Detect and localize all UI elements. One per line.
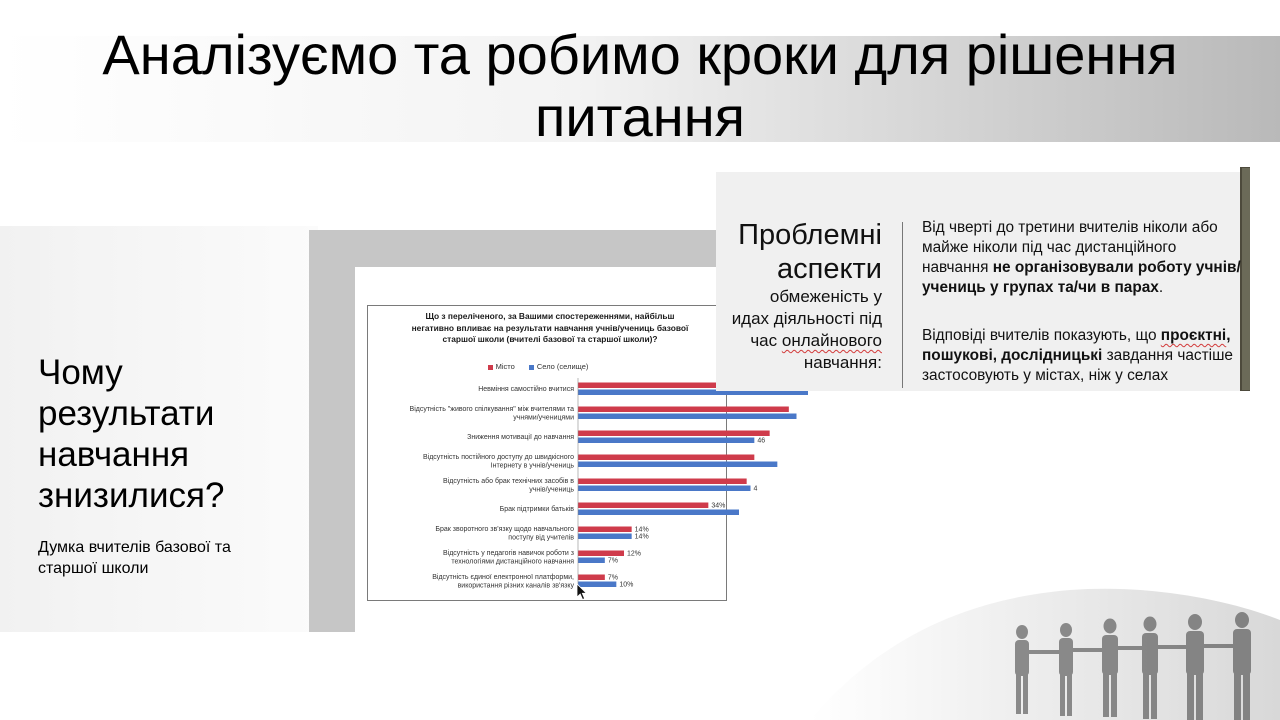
aspects-sub-line-2: идах діяльності під <box>731 309 882 328</box>
data-label: 14% <box>634 526 649 534</box>
bar-village <box>578 414 797 420</box>
bar-village <box>578 534 632 540</box>
data-label: 46 <box>757 437 766 445</box>
mouse-cursor-icon <box>576 583 588 601</box>
bar-village <box>578 438 754 444</box>
data-label: 7% <box>607 557 618 565</box>
category-label: учнів/учениць <box>529 486 574 494</box>
bar-village <box>578 462 777 468</box>
bar-village <box>578 558 605 564</box>
category-label: Брак підтримки батьків <box>499 506 574 513</box>
aspects-p2-b: проєктні <box>1160 327 1227 344</box>
category-label: Відсутність у педагогів навичок роботи з <box>443 549 574 557</box>
category-label: Відсутність "живого спілкування" між вчителями та <box>409 405 574 413</box>
question-subtitle: Думка вчителів базової та старшої школи <box>38 539 231 577</box>
aspects-heading-line-2: аспекти <box>777 253 882 285</box>
category-label: учнями/ученицями <box>513 414 574 422</box>
category-label: Відсутність постійного доступу до швидкісного <box>422 453 574 461</box>
aspects-sub-line-3-b: онлайнового <box>781 331 882 350</box>
bar-city <box>578 503 708 509</box>
bar-city <box>578 575 605 581</box>
bar-city <box>578 431 770 437</box>
question-heading: Чому результати навчання знизилися? <box>38 353 225 515</box>
bar-village <box>578 486 751 492</box>
bar-city <box>578 479 747 485</box>
data-label: 14% <box>634 533 649 541</box>
aspects-sub-line-4: навчання: <box>803 353 882 372</box>
chart-title-line-3: старшої школи (вчителі базової та старшої школи)? <box>442 334 658 344</box>
legend-label-village: Село (селище) <box>536 362 589 371</box>
aspects-p1-b: не організовували роботу учнів/учениць у групах та/чи в парах <box>922 259 1241 296</box>
legend-label-city: Місто <box>495 362 515 371</box>
data-label: 34% <box>711 502 726 510</box>
category-label: Інтернету в учнів/учениць <box>490 462 574 470</box>
category-label: Невміння самостійно вчитися <box>478 386 574 393</box>
bar-city <box>578 455 754 461</box>
aspects-p1-a: Від чверті до третини вчителів ніколи або майже ніколи під час дистанційного навчання <box>922 219 1218 276</box>
data-label: 7% <box>607 574 618 582</box>
chart-title-line-2: негативно впливає на результати навчання учнів/учениць базової <box>411 322 689 333</box>
category-label: Зниження мотивації до навчання <box>467 434 574 441</box>
aspects-p2-a: Відповіді вчителів показують, що <box>922 327 1161 344</box>
data-label: 10% <box>619 581 634 589</box>
aspects-sub-line-3 <box>716 330 882 352</box>
category-label: Брак зворотного зв'язку щодо навчального <box>435 525 574 533</box>
aspects-p2-d: завдання частіше застосовують у містах, ніж у селах <box>922 347 1233 384</box>
aspects-sub-line-3-a: час <box>750 331 782 350</box>
category-label: технологіями дистанційного навчання <box>451 558 574 566</box>
aspects-heading <box>716 218 882 374</box>
bar-city <box>578 551 624 557</box>
category-label: Відсутність єдиної електронної платформи, <box>432 573 574 581</box>
aspects-p1-c: . <box>1158 279 1164 296</box>
aspects-sub-line-1: обмеженість у <box>769 287 882 306</box>
aspects-paragraph-1 <box>922 218 1242 298</box>
data-label: 4 <box>753 485 758 493</box>
bar-city <box>578 407 789 413</box>
aspects-p2-c: , пошукові, дослідницькі <box>922 327 1231 364</box>
chart-title-line-1: Що з переліченого, за Вашими спостереженнями, найбільш <box>425 311 675 321</box>
category-label: використання різних каналів зв'язку <box>457 582 574 590</box>
bar-city <box>578 527 632 533</box>
category-label: Відсутність або брак технічних засобів в <box>443 477 574 485</box>
data-label: 12% <box>627 550 642 558</box>
aspects-panel-edge-inner <box>1242 168 1250 390</box>
aspects-divider <box>902 222 903 388</box>
bar-village <box>578 510 739 516</box>
aspects-paragraph-2 <box>922 326 1242 386</box>
aspects-heading-line-1: Проблемні <box>738 219 882 251</box>
slide-title: Аналізуємо та робимо кроки для рішення питання <box>102 23 1178 148</box>
people-chain-decoration <box>810 560 1280 720</box>
category-label: поступу від учителів <box>508 534 574 542</box>
